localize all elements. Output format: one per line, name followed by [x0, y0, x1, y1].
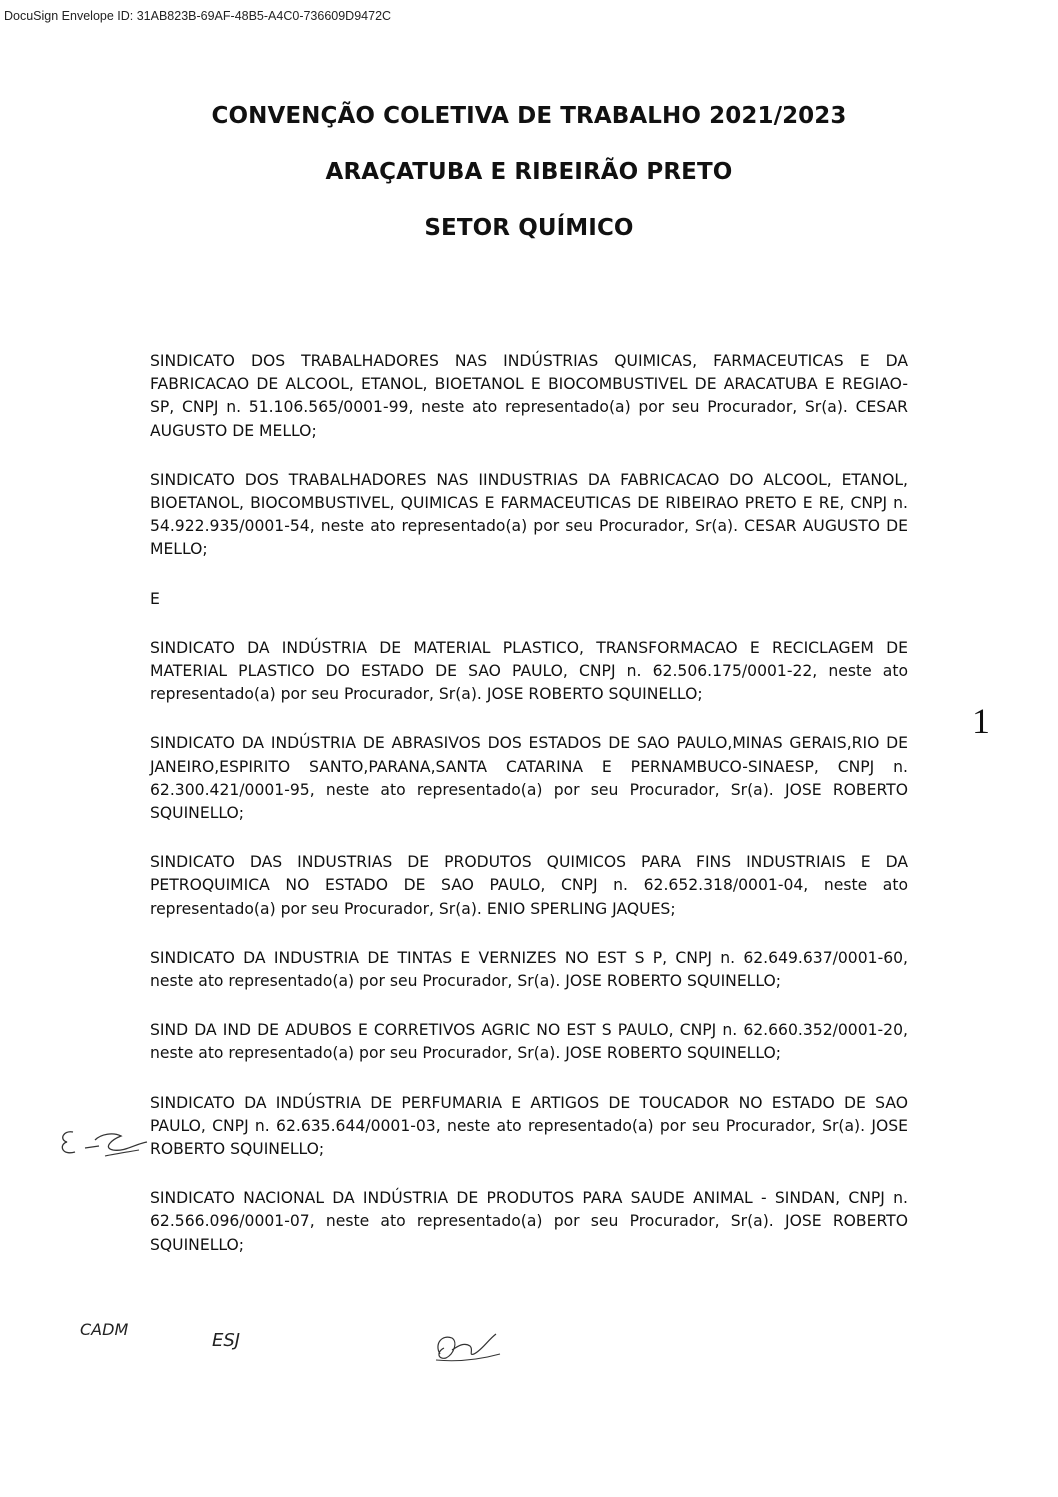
party-paragraph: SINDICATO DA INDUSTRIA DE TINTAS E VERNIZES NO EST S P, CNPJ n. 62.649.637/0001-60, neste ato representado(a) por seu Procurador, Sr(a). JOSE ROBERTO SQUINELLO; — [150, 948, 908, 991]
party-paragraph: SINDICATO DA INDÚSTRIA DE ABRASIVOS DOS ESTADOS DE SAO PAULO,MINAS GERAIS,RIO DE JANEIRO,ESPIRITO SANTO,PARANA,SANTA CATARINA E PERNAMBUCO-SINAESP, CNPJ n. 62.300.421/0001-95, neste ato representado(a) por seu Procurador, Sr(a). JOSE ROBERTO SQUINELLO; — [150, 734, 908, 823]
parties-list — [150, 350, 908, 1283]
initials-esj: ESJ — [212, 1330, 241, 1351]
party-paragraph: SIND DA IND DE ADUBOS E CORRETIVOS AGRIC NO EST S PAULO, CNPJ n. 62.660.352/0001-20, neste ato representado(a) por seu Procurador, Sr(a). JOSE ROBERTO SQUINELLO; — [150, 1021, 908, 1063]
party-paragraph: SINDICATO DOS TRABALHADORES NAS INDÚSTRIAS QUIMICAS, FARMACEUTICAS E DA FABRICACAO DE ALCOOL, ETANOL, BIOETANOL E BIOCOMBUSTIVEL DE ARACATUBA E REGIAO-SP, CNPJ n. 51.106.565/0001-99, neste ato representado(a) por seu Procurador, Sr(a). CESAR AUGUSTO DE MELLO; — [150, 352, 908, 440]
document-title: CONVENÇÃO COLETIVA DE TRABALHO 2021/2023 — [211, 103, 847, 129]
document-subtitle-cities: ARAÇATUBA E RIBEIRÃO PRETO — [325, 159, 733, 185]
party-paragraph: SINDICATO NACIONAL DA INDÚSTRIA DE PRODUTOS PARA SAUDE ANIMAL - SINDAN, CNPJ n. 62.566.096/0001-07, neste ato representado(a) por seu Procurador, Sr(a). JOSE ROBERTO SQUINELLO; — [150, 1189, 908, 1254]
docusign-envelope-id: DocuSign Envelope ID: 31AB823B-69AF-48B5-A4C0-736609D9472C — [4, 9, 392, 23]
party-paragraph: SINDICATO DA INDÚSTRIA DE MATERIAL PLASTICO, TRANSFORMACAO E RECICLAGEM DE MATERIAL PLASTICO DO ESTADO DE SAO PAULO, CNPJ n. 62.506.175/0001-22, neste ato representado(a) por seu Procurador, Sr(a). JOSE ROBERTO SQUINELLO; — [150, 638, 908, 704]
document-subtitle-sector: SETOR QUÍMICO — [424, 215, 634, 241]
party-paragraph: SINDICATO DOS TRABALHADORES NAS IINDUSTRIAS DA FABRICACAO DO ALCOOL, ETANOL, BIOETANOL, BIOCOMBUSTIVEL, QUIMICAS E FARMACEUTICAS DE RIBEIRAO PRETO E RE, CNPJ n. 54.922.935/0001-54, neste ato representado(a) por seu Procurador, Sr(a). CESAR AUGUSTO DE MELLO; — [150, 470, 908, 559]
party-paragraph: SINDICATO DAS INDUSTRIAS DE PRODUTOS QUIMICOS PARA FINS INDUSTRIAIS E DA PETROQUIMICA NO ESTADO DE SAO PAULO, CNPJ n. 62.652.318/0001-04, neste ato representado(a) por seu Procurador, Sr(a). ENIO SPERLING JAQUES; — [150, 853, 908, 918]
page-number: 1 — [972, 701, 990, 741]
document-title-block — [0, 98, 1058, 266]
margin-signature-icon — [55, 1118, 155, 1168]
initials-cadm: CADM — [80, 1320, 129, 1339]
party-paragraph: SINDICATO DA INDÚSTRIA DE PERFUMARIA E ARTIGOS DE TOUCADOR NO ESTADO DE SAO PAULO, CNPJ n. 62.635.644/0001-03, neste ato representado(a) por seu Procurador, Sr(a). JOSE ROBERTO SQUINELLO; — [150, 1093, 908, 1159]
conjunction-e: E — [150, 589, 160, 608]
bottom-signature-icon — [428, 1320, 508, 1370]
